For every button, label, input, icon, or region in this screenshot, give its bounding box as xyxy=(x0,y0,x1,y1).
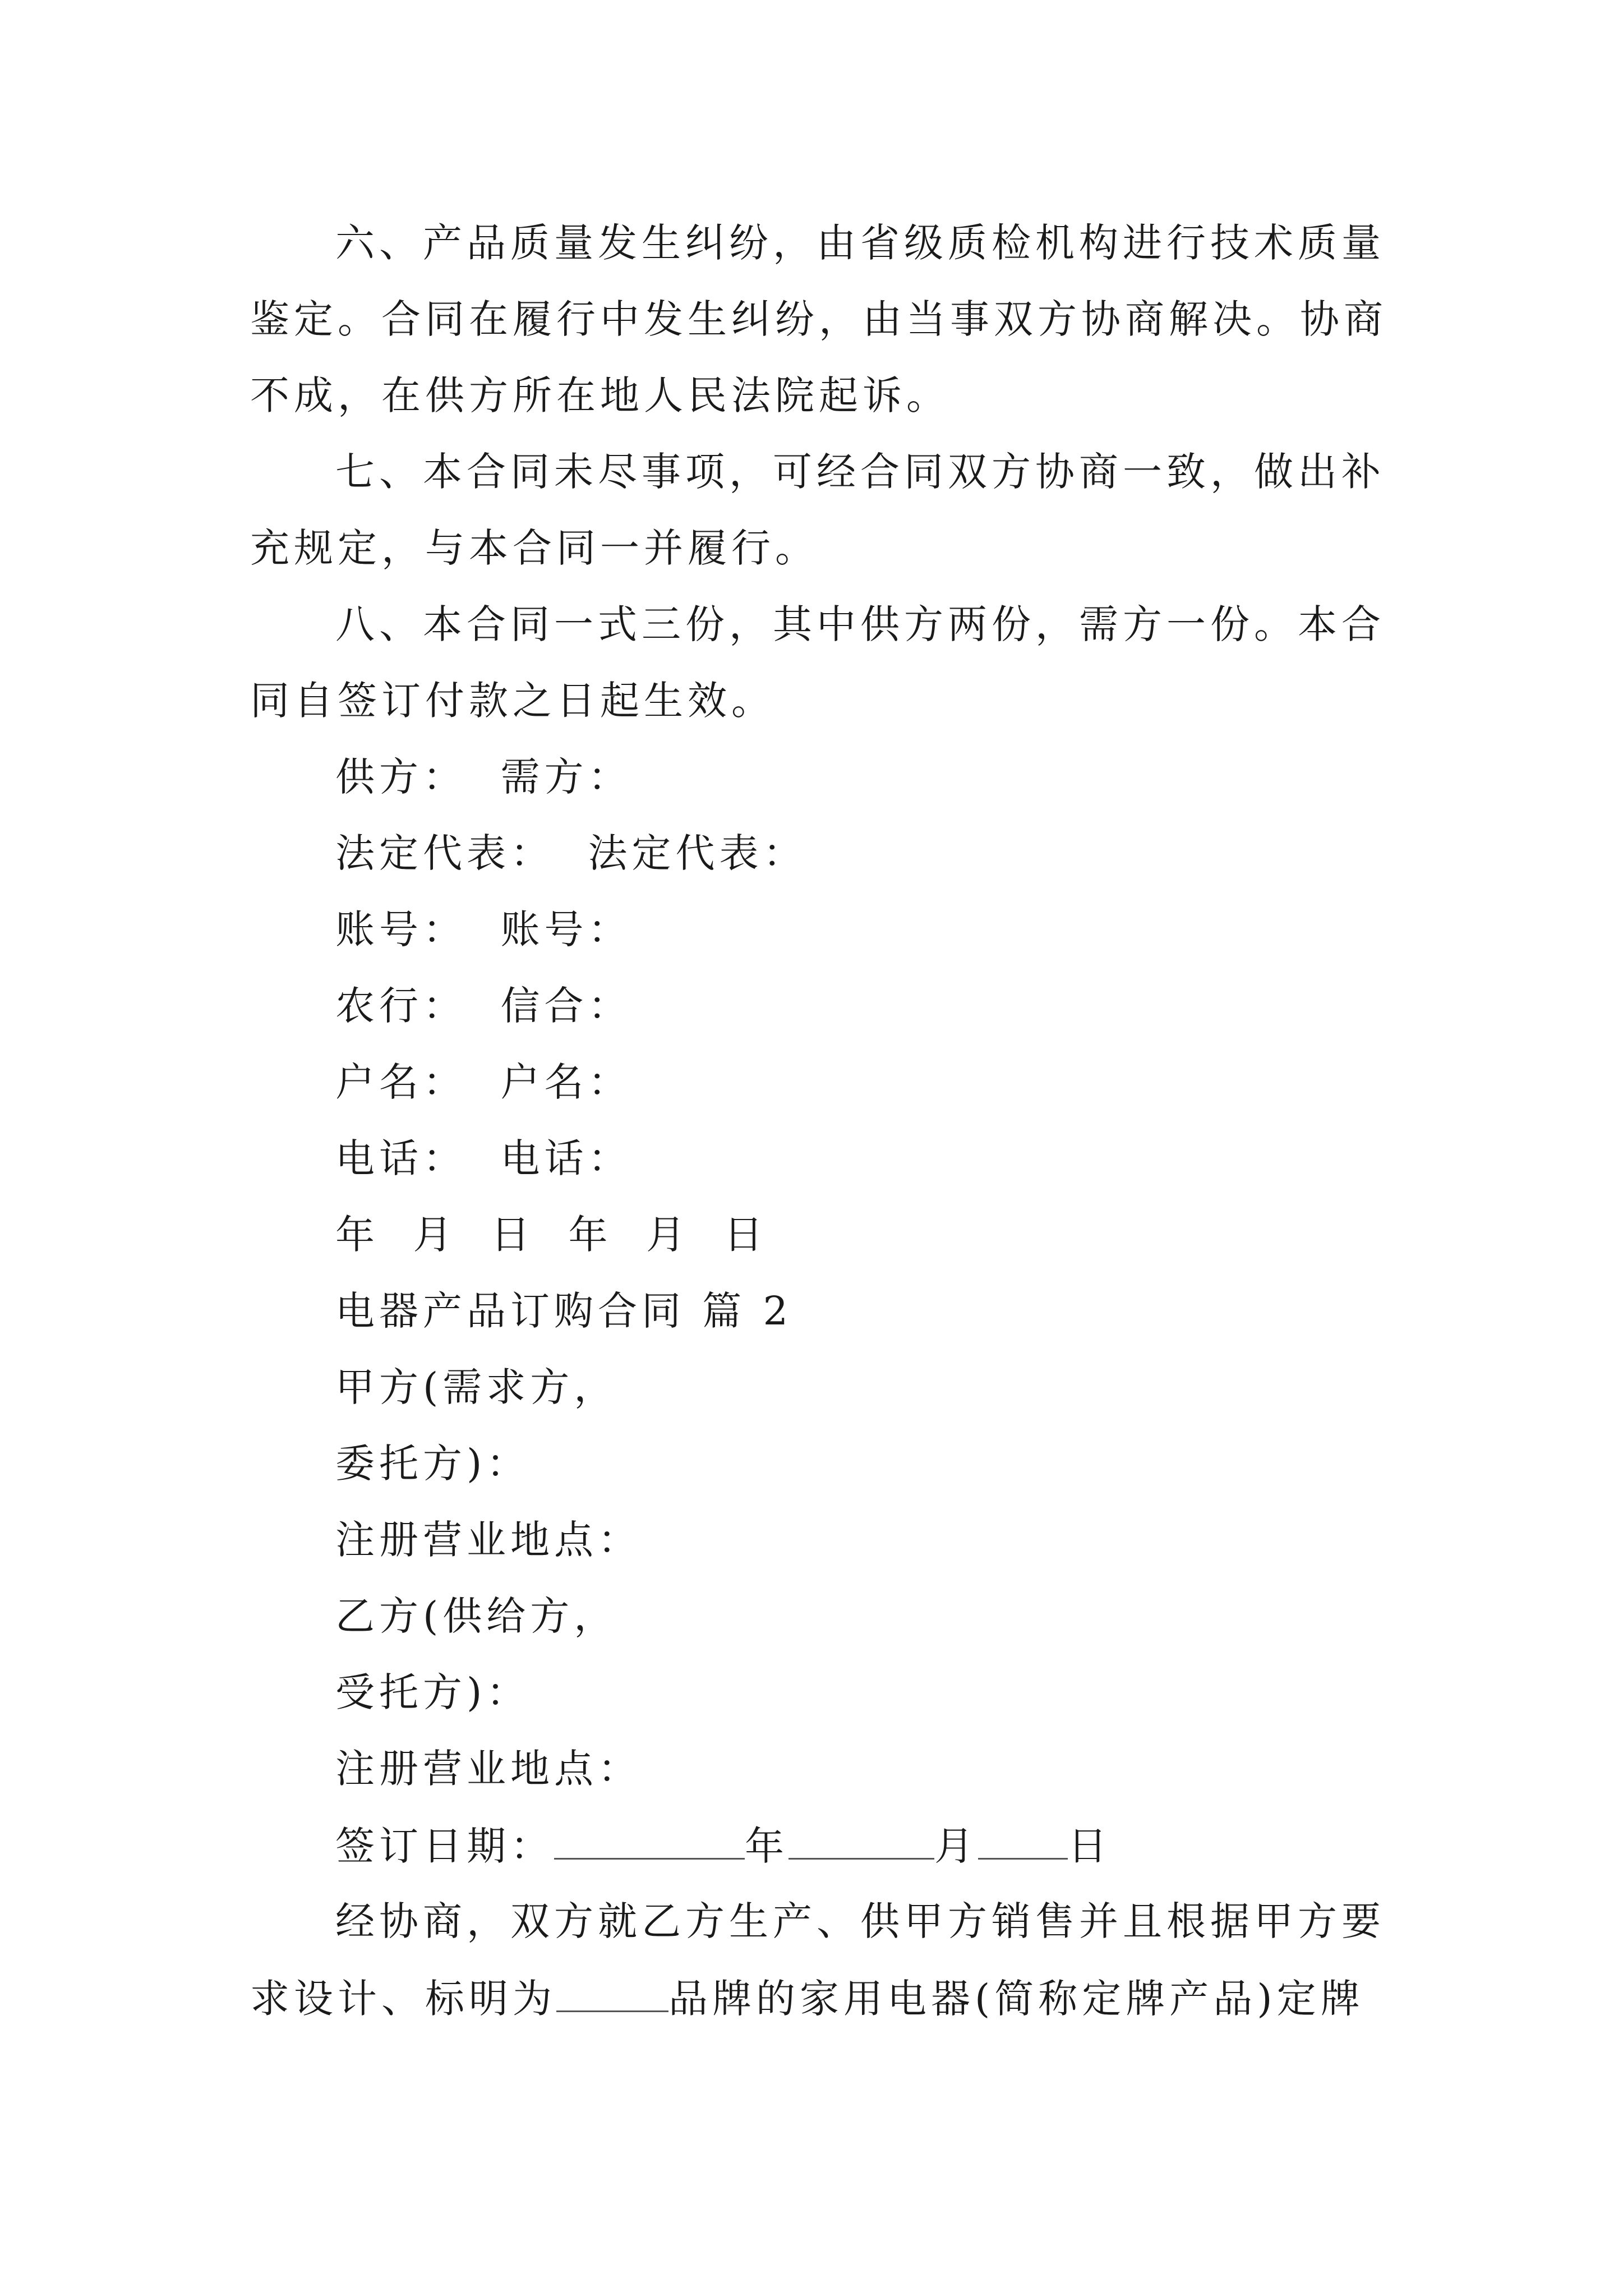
sign-date-label: 签订日期： xyxy=(335,1823,554,1869)
sign-date-line xyxy=(335,1823,1112,1869)
party-b-address: 注册营业地点： xyxy=(335,1746,642,1792)
clause-six-line-1: 六、产品质量发生纠纷，由省级质检机构进行技术质量 xyxy=(335,220,1385,266)
brand-name-blank xyxy=(556,1978,668,2012)
legal-rep-line: 法定代表： 法定代表： xyxy=(335,830,807,876)
sign-year-blank xyxy=(554,1825,745,1860)
phone-line: 电话： 电话： xyxy=(335,1135,632,1181)
party-line: 供方： 需方： xyxy=(335,754,632,800)
agreement-line-1: 经协商，双方就乙方生产、供甲方销售并且根据甲方要 xyxy=(335,1898,1385,1944)
party-a-line-2: 委托方)： xyxy=(335,1441,531,1487)
account-line: 账号： 账号： xyxy=(335,907,632,953)
clause-eight-line-2: 同自签订付款之日起生效。 xyxy=(250,678,775,724)
clause-six-line-2: 鉴定。合同在履行中发生纠纷，由当事双方协商解决。协商 xyxy=(250,296,1387,342)
clause-eight-line-1: 八、本合同一式三份，其中供方两份，需方一份。本合 xyxy=(335,601,1385,647)
section-heading: 电器产品订购合同 篇 2 xyxy=(335,1288,793,1334)
sign-month-blank xyxy=(789,1825,934,1860)
sign-year-label: 年 xyxy=(745,1823,789,1869)
party-b-line-1: 乙方(供给方， xyxy=(335,1593,618,1639)
sign-day-blank xyxy=(978,1825,1068,1860)
clause-seven-line-1: 七、本合同未尽事项，可经合同双方协商一致，做出补 xyxy=(335,449,1385,495)
date-line: 年 月 日 年 月 日 xyxy=(335,1212,768,1258)
clause-seven-line-2: 充规定，与本合同一并履行。 xyxy=(250,525,819,571)
agreement-line-2-start: 求设计、标明为 xyxy=(250,1976,556,2022)
bank-line: 农行： 信合： xyxy=(335,983,632,1029)
clause-six-line-3: 不成，在供方所在地人民法院起诉。 xyxy=(250,372,950,418)
sign-month-label: 月 xyxy=(934,1823,978,1869)
party-a-line-1: 甲方(需求方， xyxy=(335,1364,618,1410)
agreement-line-2-end: 品牌的家用电器(简称定牌产品)定牌 xyxy=(668,1976,1364,2022)
sign-day-label: 日 xyxy=(1068,1823,1112,1869)
party-a-address: 注册营业地点： xyxy=(335,1517,642,1563)
agreement-line-2 xyxy=(250,1976,1364,2022)
account-name-line: 户名： 户名： xyxy=(335,1059,632,1105)
party-b-line-2: 受托方)： xyxy=(335,1669,531,1715)
